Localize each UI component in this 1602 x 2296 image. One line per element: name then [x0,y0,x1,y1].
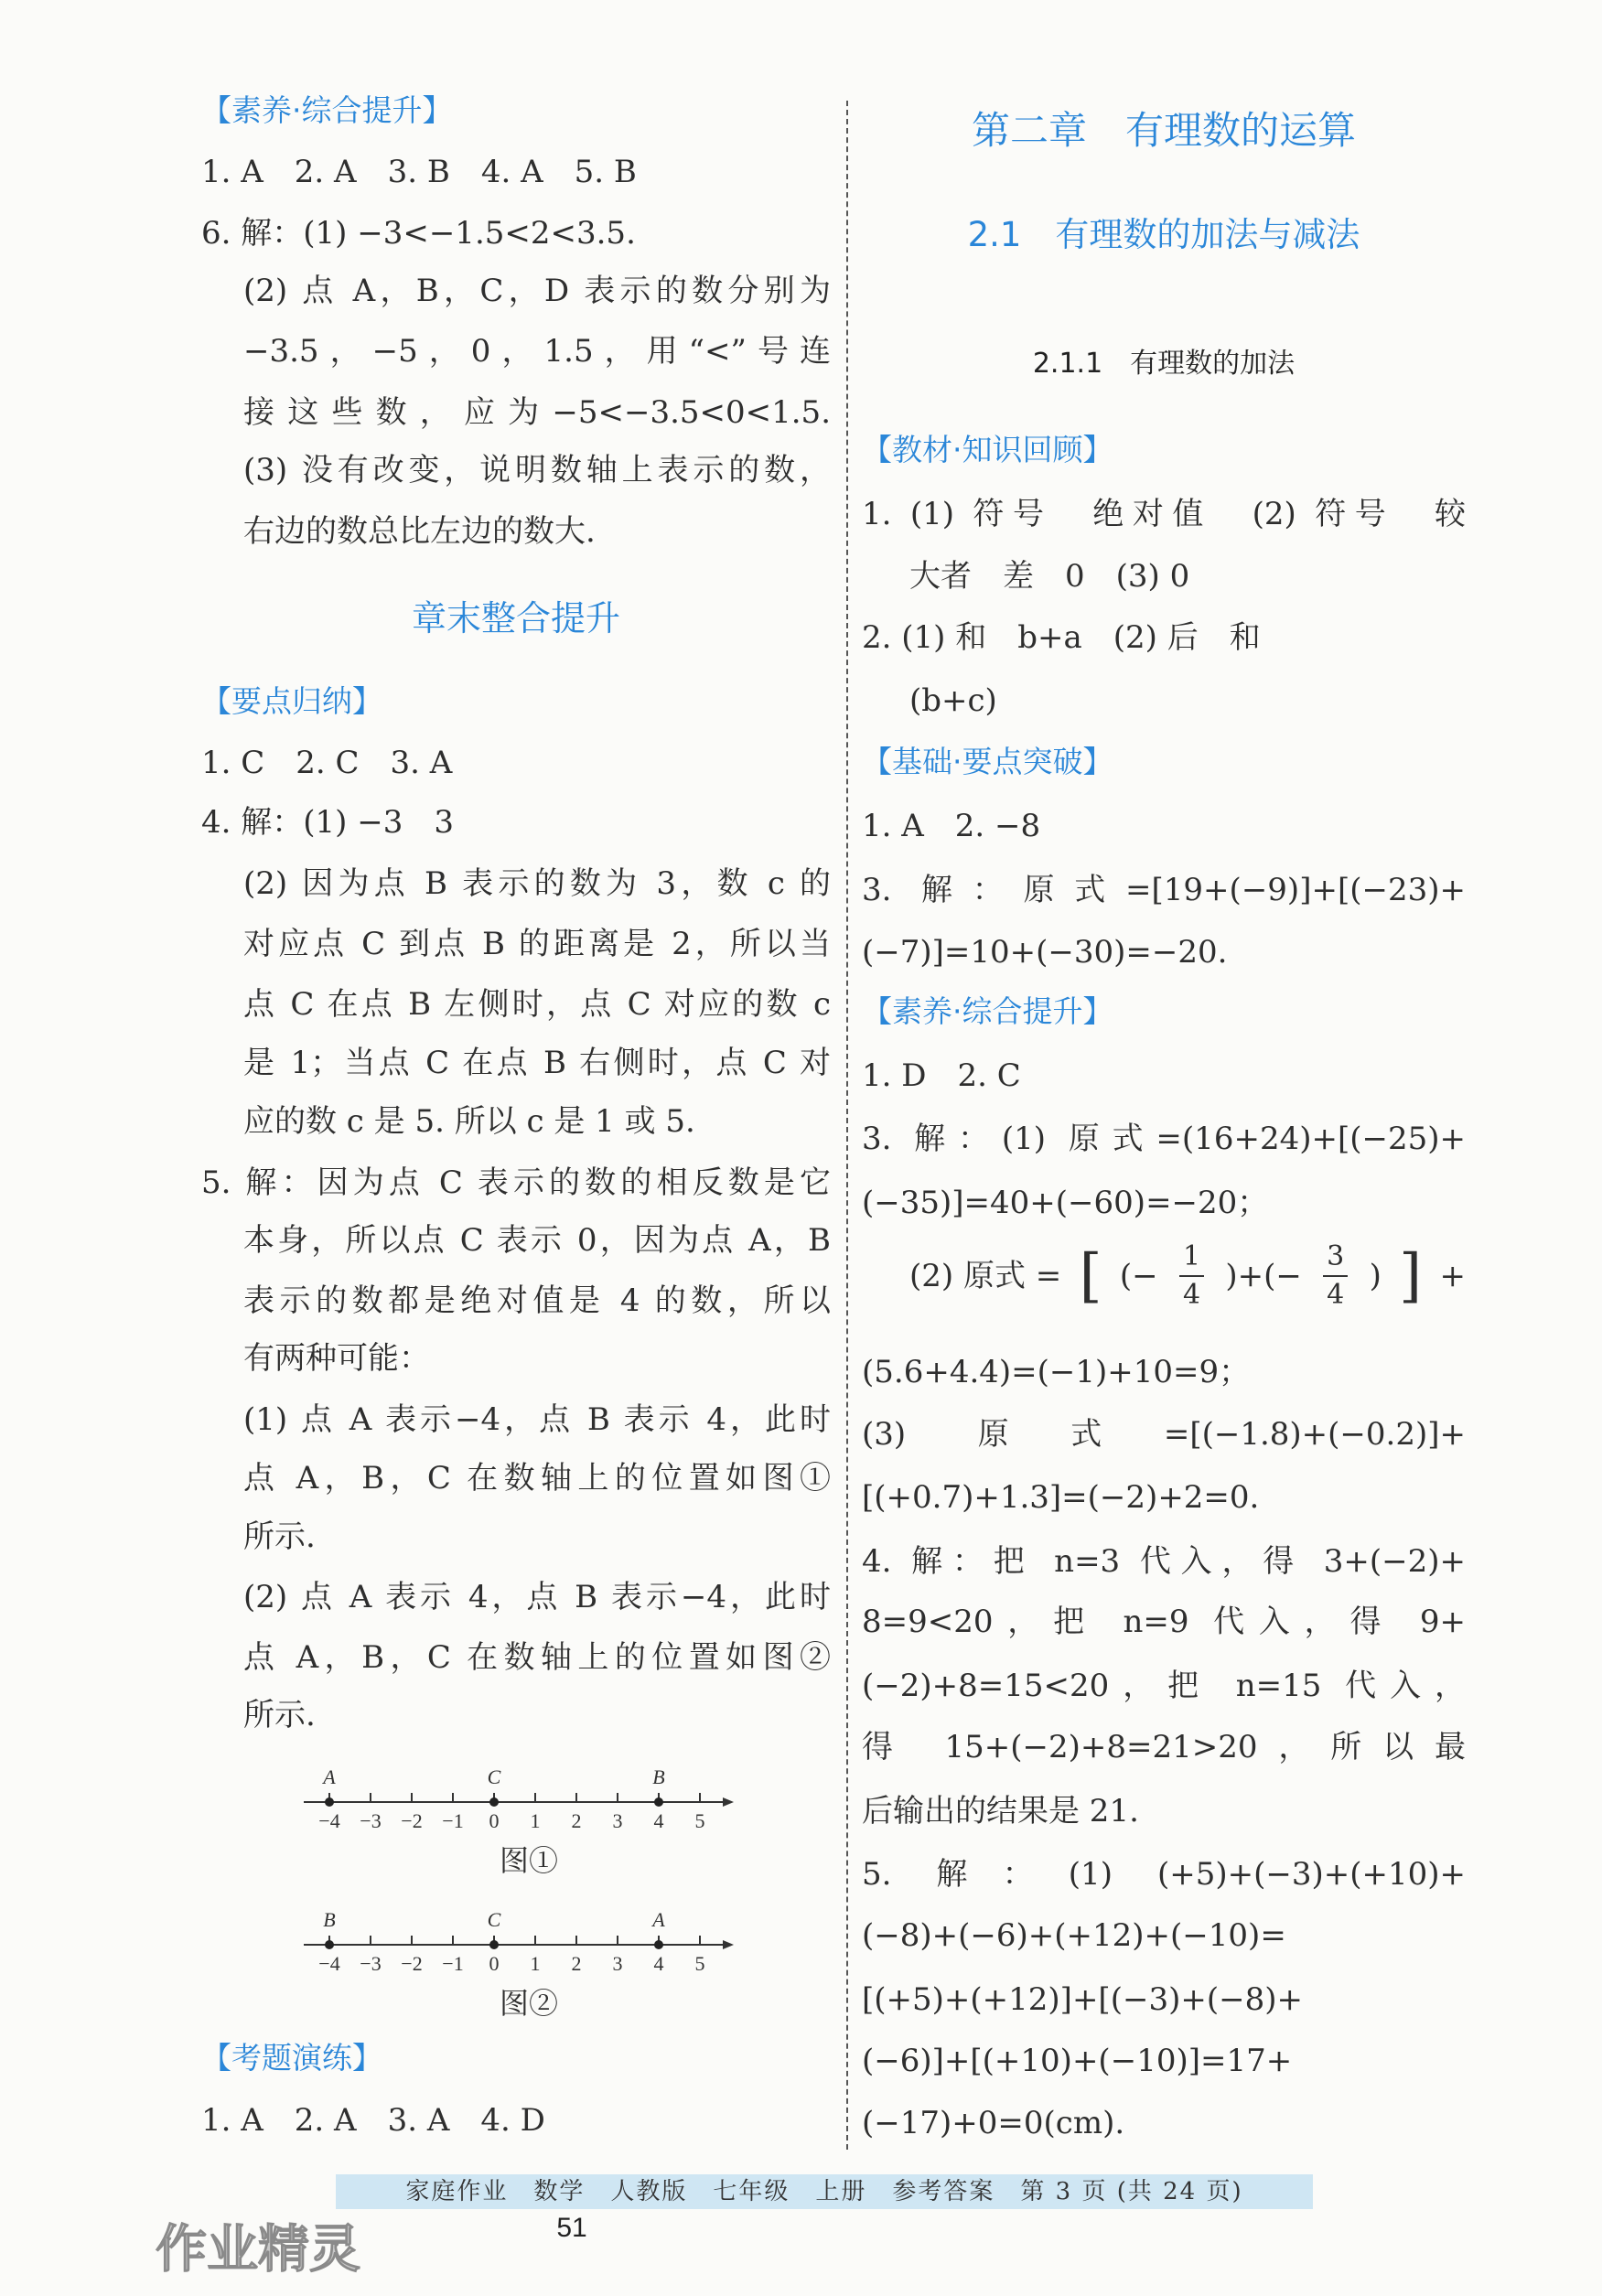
answer-line: 8=9<20，把 n=9 代入，得 9+ [862,1604,1466,1640]
answer-line: 1. A 2. A 3. A 4. D [201,2102,545,2139]
point-marker [325,1797,334,1807]
answer-line: 有两种可能： [243,1340,430,1377]
chapter-title: 第二章 有理数的运算 [971,108,1356,153]
tick-label: 5 [694,1809,705,1832]
tick-label: 3 [612,1952,623,1975]
answer-line: 接这些数，应为−5<−3.5<0<1.5. [243,394,831,431]
answer-line: (2) 点 A 表示 4，点 B 表示−4，此时 [243,1579,831,1615]
answer-line: 3. 解：原式=[19+(−9)]+[(−23)+ [862,872,1466,908]
section-header-literacy-2: 【素养·综合提升】 [862,993,1113,1029]
answer-line: 表示的数都是绝对值是 4 的数，所以 [243,1282,831,1319]
answer-line: 5. 解：因为点 C 表示的数的相反数是它 [201,1164,831,1201]
answer-line: 应的数 c 是 5. 所以 c 是 1 或 5. [243,1103,695,1140]
tick-label: −2 [401,1952,423,1975]
answer-line: 1. A 2. −8 [862,808,1041,844]
tick-label: −1 [442,1809,464,1832]
answer-line: [(+0.7)+1.3]=(−2)+2=0. [862,1479,1260,1516]
answer-line: (3) 原式=[(−1.8)+(−0.2)]+ [862,1416,1466,1453]
number-line-figure-1 [293,1756,750,1839]
column-divider [846,101,848,2150]
answer-line: (b+c) [909,682,997,719]
tick-label: −4 [318,1952,340,1975]
answer-line: 所示. [243,1518,316,1555]
page-number: 51 [556,2213,587,2243]
tick-label: −3 [360,1952,382,1975]
answer-line: (1) 点 A 表示−4，点 B 表示 4，此时 [243,1401,831,1438]
tick-label: −3 [360,1809,382,1832]
answer-line: (−2)+8=15<20，把 n=15 代入， [862,1668,1466,1704]
fraction-one-quarter [1179,1239,1204,1314]
point-marker [489,1940,499,1949]
eq-suffix: + [1439,1258,1466,1294]
fraction-three-quarters [1323,1239,1348,1314]
axis-arrow-icon [723,1797,734,1807]
answer-line: 3. 解：(1) 原式=(16+24)+[(−25)+ [862,1121,1466,1157]
footer-band: 家庭作业 数学 人教版 七年级 上册 参考答案 第 3 页 (共 24 页) [336,2174,1313,2209]
section-header-exam-practice: 【考题演练】 [201,2040,382,2076]
answer-line: (−7)]=10+(−30)=−20. [862,934,1228,971]
answer-line: (−8)+(−6)+(+12)+(−10)= [862,1917,1286,1954]
answer-line: 得 15+(−2)+8=21>20，所以最 [862,1729,1466,1765]
subsection-title: 2.1.1 有理数的加法 [1032,348,1296,380]
eq-part: )+(− [1225,1258,1302,1294]
answer-line: [(+5)+(+12)]+[(−3)+(−8)+ [862,1981,1303,2018]
number-line-figure-2 [293,1899,750,1981]
point-label: A [652,1908,665,1931]
tick-label: −2 [401,1809,423,1832]
answer-line: −3.5，−5，0，1.5，用“<”号连 [243,333,831,370]
tick-label: 5 [694,1952,705,1975]
bracket-close: ] [1399,1242,1423,1310]
bracket-open: [ [1079,1242,1102,1310]
answer-line: 1. A 2. A 3. B 4. A 5. B [201,154,637,190]
figure-caption-2: 图② [499,1986,558,2021]
eq-part: ) [1369,1258,1382,1294]
fraction-equation-line [909,1235,1466,1317]
tick-label: 1 [530,1809,541,1832]
point-marker [654,1797,663,1807]
answer-line: 对应点 C 到点 B 的距离是 2，所以当 [243,926,831,962]
answer-line: 点 A，B，C 在数轴上的位置如图② [243,1639,831,1676]
figure-caption-1: 图① [499,1843,558,1878]
point-label: B [652,1765,665,1788]
eq-prefix: (2) 原式 = [909,1258,1062,1294]
answer-line: (−6)]+[(+10)+(−10)]=17+ [862,2043,1293,2079]
answer-line: (−35)]=40+(−60)=−20； [862,1185,1269,1221]
answer-line: (3) 没有改变，说明数轴上表示的数， [243,452,831,488]
answer-line: 4. 解：把 n=3 代入，得 3+(−2)+ [862,1543,1466,1580]
axis-arrow-icon [723,1940,734,1949]
section-title: 2.1 有理数的加法与减法 [967,215,1360,254]
section-header-textbook-review: 【教材·知识回顾】 [862,432,1113,467]
answer-line: 4. 解：(1) −3 3 [201,804,454,841]
point-marker [489,1797,499,1807]
tick-label: 1 [530,1952,541,1975]
answer-line: 点 A，B，C 在数轴上的位置如图① [243,1460,831,1497]
answer-line: 1. (1) 符号 绝对值 (2) 符号 较 [862,496,1466,532]
answer-line: 本身，所以点 C 表示 0，因为点 A，B [243,1222,831,1259]
tick-label: 2 [571,1809,582,1832]
answer-line: 2. (1) 和 b+a (2) 后 和 [862,619,1261,656]
point-marker [325,1940,334,1949]
answer-line: 点 C 在点 B 左侧时，点 C 对应的数 c [243,986,831,1023]
answer-line: 是 1；当点 C 在点 B 右侧时，点 C 对 [243,1045,831,1081]
answer-line: (5.6+4.4)=(−1)+10=9； [862,1354,1251,1390]
answer-line: 5. 解：(1) (+5)+(−3)+(+10)+ [862,1856,1466,1893]
tick-label: 3 [612,1809,623,1832]
denominator: 4 [1182,1279,1201,1311]
tick-label: 4 [653,1809,664,1832]
point-marker [654,1940,663,1949]
section-header-basics: 【基础·要点突破】 [862,744,1113,779]
numerator: 3 [1323,1239,1348,1277]
answer-line: 大者 差 0 (3) 0 [909,558,1190,595]
section-header-literacy: 【素养·综合提升】 [201,92,453,128]
numerator: 1 [1179,1239,1204,1277]
point-label: B [323,1908,336,1931]
denominator: 4 [1327,1279,1345,1311]
tick-label: 0 [489,1952,500,1975]
answer-line: 右边的数总比左边的数大. [243,513,596,550]
eq-part: (− [1119,1258,1158,1294]
tick-label: 0 [489,1809,500,1832]
tick-label: 4 [653,1952,664,1975]
point-label: A [323,1765,336,1788]
answer-line: 后输出的结果是 21. [862,1793,1139,1829]
answer-line: 1. C 2. C 3. A [201,745,453,781]
answer-line: (2) 因为点 B 表示的数为 3，数 c 的 [243,865,831,902]
point-label: C [487,1765,501,1788]
answer-line: (2) 点 A，B，C，D 表示的数分别为 [243,273,831,309]
answer-line: (−17)+0=0(cm). [862,2105,1125,2141]
watermark: 作业精灵 [156,2220,360,2280]
chapter-end-title: 章末整合提升 [411,598,620,638]
tick-label: −4 [318,1809,340,1832]
point-label: C [487,1908,501,1931]
tick-label: 2 [571,1952,582,1975]
answer-line: 6. 解：(1) −3<−1.5<2<3.5. [201,215,636,252]
answer-line: 1. D 2. C [862,1057,1021,1094]
tick-label: −1 [442,1952,464,1975]
answer-line: 所示. [243,1697,316,1733]
section-header-key-points: 【要点归纳】 [201,683,382,719]
